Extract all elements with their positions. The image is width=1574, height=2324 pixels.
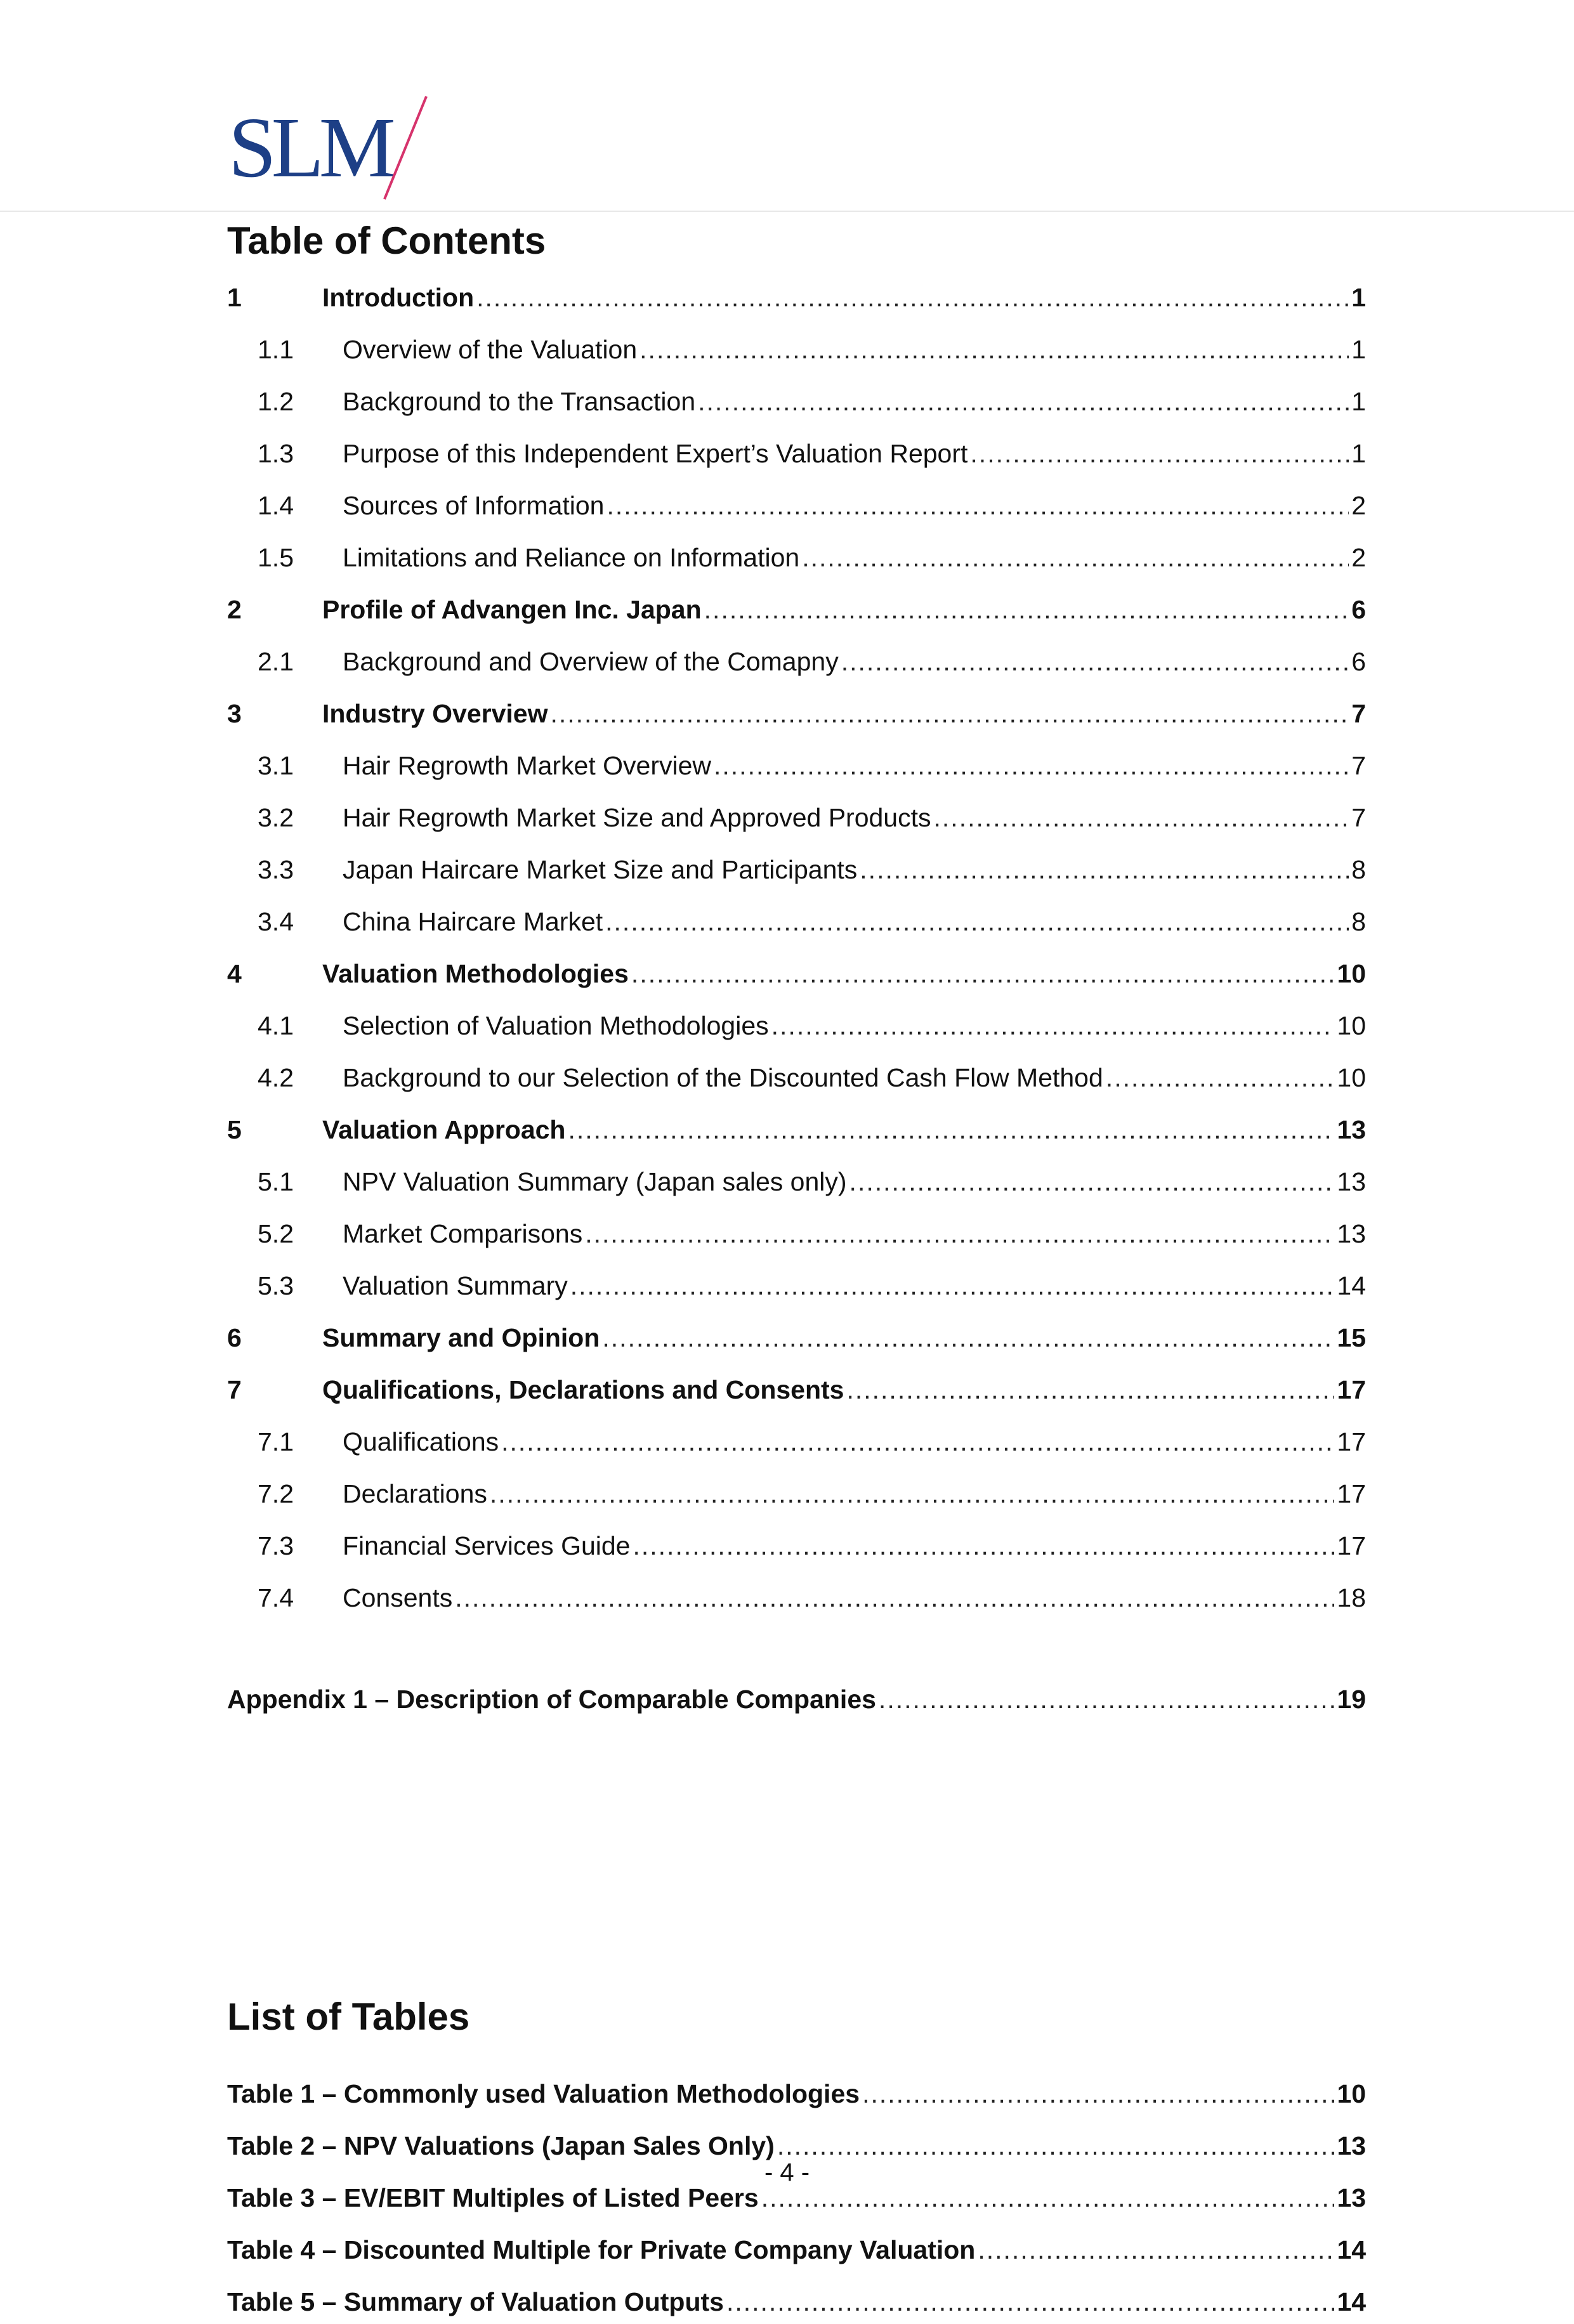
toc-entry-label: Valuation Approach — [322, 1115, 566, 1144]
page-number: - 4 - — [764, 2158, 810, 2186]
dot-leader — [455, 1576, 1334, 1620]
toc-entry-label: Hair Regrowth Market Size and Approved Products — [343, 803, 931, 832]
table-list-label: Table 4 – Discounted Multiple for Private Company Valuation — [227, 2235, 976, 2264]
toc-entry-label: Background to the Transaction — [343, 387, 696, 416]
toc-entry[interactable] — [227, 1472, 1366, 1516]
table-list-page: 13 — [1337, 2183, 1366, 2212]
table-list-label: Table 3 – EV/EBIT Multiples of Listed Peers — [227, 2183, 759, 2212]
dot-leader — [934, 795, 1349, 840]
dot-leader — [568, 1107, 1334, 1152]
table-list-entry[interactable] — [227, 2280, 1366, 2324]
toc-entry-number: 3 — [227, 699, 242, 728]
toc-entry-page: 19 — [1337, 1685, 1366, 1714]
dot-leader — [879, 1677, 1334, 1721]
toc-entry[interactable] — [227, 1315, 1366, 1360]
table-list-page: 14 — [1337, 2235, 1366, 2264]
toc-entry[interactable] — [227, 1420, 1366, 1464]
dot-leader — [849, 1159, 1335, 1204]
dot-leader — [841, 639, 1349, 684]
toc-entry-label: Background and Overview of the Comapny — [343, 647, 839, 676]
dot-leader — [585, 1211, 1334, 1256]
toc-entry-label: Profile of Advangen Inc. Japan — [322, 595, 702, 624]
toc-entry[interactable] — [227, 431, 1366, 476]
toc-entry-label: Limitations and Reliance on Information — [343, 543, 800, 572]
dot-leader — [970, 431, 1349, 476]
page-header — [0, 0, 1574, 212]
table-list-page: 10 — [1337, 2079, 1366, 2108]
toc-entry-label: Consents — [343, 1583, 453, 1612]
toc-entry-page: 17 — [1337, 1531, 1366, 1560]
toc-entry[interactable] — [227, 1107, 1366, 1152]
toc-entry-page: 2 — [1351, 543, 1366, 572]
toc-entry-number: 1.2 — [258, 387, 294, 416]
table-list-label: Table 1 – Commonly used Valuation Methodologies — [227, 2079, 860, 2108]
toc-entry[interactable] — [227, 1003, 1366, 1048]
toc-entry-number: 4.1 — [258, 1011, 294, 1040]
toc-entry[interactable] — [227, 1524, 1366, 1568]
toc-entry-number: 3.3 — [258, 855, 294, 884]
toc-entry-label: Qualifications, Declarations and Consents — [322, 1375, 844, 1404]
toc-entry-number: 7.2 — [258, 1479, 294, 1508]
toc-entry-number: 3.1 — [258, 751, 294, 780]
toc-entry-number: 5 — [227, 1115, 242, 1144]
toc-entry-number: 2.1 — [258, 647, 294, 676]
toc-entry-page: 13 — [1337, 1167, 1366, 1196]
dot-leader — [605, 899, 1349, 944]
toc-entry[interactable] — [227, 691, 1366, 736]
toc-entry-page: 17 — [1337, 1427, 1366, 1456]
toc-entry-label: Industry Overview — [322, 699, 548, 728]
toc-entry-page: 17 — [1337, 1375, 1366, 1404]
toc-entry[interactable] — [227, 379, 1366, 424]
toc-entry-number: 3.2 — [258, 803, 294, 832]
toc-entry-page: 10 — [1337, 959, 1366, 988]
toc-entry-page: 10 — [1337, 1063, 1366, 1092]
dot-leader — [570, 1263, 1335, 1308]
dot-leader — [802, 535, 1349, 580]
dot-leader — [639, 327, 1349, 372]
dot-leader — [860, 847, 1349, 892]
toc-entry-label: Hair Regrowth Market Overview — [343, 751, 711, 780]
table-list-label: Table 2 – NPV Valuations (Japan Sales Only) — [227, 2131, 775, 2160]
toc-entry-label: Background to our Selection of the Discounted Cash Flow Method — [343, 1063, 1103, 1092]
toc-entry[interactable] — [227, 1211, 1366, 1256]
toc-entry-page: 1 — [1351, 283, 1366, 312]
toc-entry-label: Introduction — [322, 283, 475, 312]
toc-entry-number: 1 — [227, 283, 242, 312]
dot-leader — [726, 2280, 1334, 2324]
toc-entry-page: 13 — [1337, 1219, 1366, 1248]
toc-entry-number: 7.3 — [258, 1531, 294, 1560]
toc-entry-page: 1 — [1351, 439, 1366, 468]
toc-entry-page: 7 — [1351, 803, 1366, 832]
toc-entry-page: 7 — [1351, 751, 1366, 780]
slm-logo — [228, 94, 438, 202]
toc-entry-number: 5.1 — [258, 1167, 294, 1196]
toc-entry-label: Selection of Valuation Methodologies — [343, 1011, 769, 1040]
toc-entry-label: Summary and Opinion — [322, 1323, 600, 1352]
table-list-page: 14 — [1337, 2287, 1366, 2316]
toc-entry-number: 4.2 — [258, 1063, 294, 1092]
toc-entry-label: Market Comparisons — [343, 1219, 583, 1248]
dot-leader — [490, 1472, 1335, 1516]
toc-entry-label: Purpose of this Independent Expert’s Valuation Report — [343, 439, 968, 468]
toc-entry-page: 6 — [1351, 647, 1366, 676]
toc-entry[interactable] — [227, 483, 1366, 528]
toc-entry-number: 7.1 — [258, 1427, 294, 1456]
toc-entry-page: 1 — [1351, 335, 1366, 364]
dot-leader — [714, 743, 1349, 788]
toc-entry[interactable] — [227, 1055, 1366, 1100]
dot-leader — [704, 587, 1349, 632]
toc-entry-number: 5.3 — [258, 1271, 294, 1300]
toc-entry-page: 2 — [1351, 491, 1366, 520]
table-list-page: 13 — [1337, 2131, 1366, 2160]
toc-entry[interactable] — [227, 327, 1366, 372]
toc-entry-label: Valuation Methodologies — [322, 959, 629, 988]
toc-entry-number: 1.1 — [258, 335, 294, 364]
toc-entry[interactable] — [227, 1159, 1366, 1204]
toc-entry-page: 7 — [1351, 699, 1366, 728]
toc-entry-label: Japan Haircare Market Size and Participants — [343, 855, 858, 884]
dot-leader — [602, 1315, 1334, 1360]
toc-entry[interactable] — [227, 847, 1366, 892]
table-list-entry[interactable] — [227, 2228, 1366, 2272]
dot-leader — [846, 1368, 1334, 1412]
toc-entry-page: 15 — [1337, 1323, 1366, 1352]
dot-leader — [698, 379, 1349, 424]
toc-entry-number: 1.5 — [258, 543, 294, 572]
table-list-label: Table 5 – Summary of Valuation Outputs — [227, 2287, 724, 2316]
toc-entry[interactable] — [227, 275, 1366, 320]
toc-entry-number: 7 — [227, 1375, 242, 1404]
toc-entry-number: 5.2 — [258, 1219, 294, 1248]
toc-entry-label: NPV Valuation Summary (Japan sales only) — [343, 1167, 847, 1196]
toc-entry[interactable] — [227, 535, 1366, 580]
toc-entry-label: Financial Services Guide — [343, 1531, 631, 1560]
toc-entry[interactable] — [227, 1263, 1366, 1308]
logo-wordmark: SLM — [228, 100, 391, 195]
toc-entry-number: 4 — [227, 959, 242, 988]
toc-entry-page: 1 — [1351, 387, 1366, 416]
toc-entry-label: Valuation Summary — [343, 1271, 568, 1300]
toc-entry[interactable] — [227, 743, 1366, 788]
toc-entry-label: Appendix 1 – Description of Comparable Companies — [227, 1685, 876, 1714]
table-list-entry[interactable] — [227, 2072, 1366, 2116]
toc-entry-page: 10 — [1337, 1011, 1366, 1040]
toc-entry-number: 7.4 — [258, 1583, 294, 1612]
toc-entry-page: 8 — [1351, 855, 1366, 884]
toc-entry-label: China Haircare Market — [343, 907, 603, 936]
dot-leader — [607, 483, 1349, 528]
toc-entry[interactable] — [227, 639, 1366, 684]
toc-entry-label: Sources of Information — [343, 491, 605, 520]
toc-entry-number: 2 — [227, 595, 242, 624]
toc-title: Table of Contents — [227, 219, 546, 262]
toc-entry-page: 18 — [1337, 1583, 1366, 1612]
toc-entry-page: 14 — [1337, 1271, 1366, 1300]
toc-entry-label: Declarations — [343, 1479, 487, 1508]
toc-entry[interactable] — [227, 795, 1366, 840]
dot-leader — [501, 1420, 1334, 1464]
dot-leader — [978, 2228, 1334, 2272]
toc-entry-number: 1.3 — [258, 439, 294, 468]
toc-entry-number: 3.4 — [258, 907, 294, 936]
dot-leader — [771, 1003, 1335, 1048]
dot-leader — [476, 275, 1349, 320]
dot-leader — [550, 691, 1349, 736]
toc-entry[interactable] — [227, 1576, 1366, 1620]
toc-entry-page: 8 — [1351, 907, 1366, 936]
dot-leader — [1106, 1055, 1335, 1100]
toc-entry-page: 6 — [1351, 595, 1366, 624]
list-of-tables-title: List of Tables — [227, 1995, 470, 2038]
toc-entry-number: 6 — [227, 1323, 242, 1352]
toc-entry-label: Qualifications — [343, 1427, 499, 1456]
toc-appendix-entry[interactable] — [227, 1677, 1366, 1721]
toc-entry-label: Overview of the Valuation — [343, 335, 638, 364]
dot-leader — [862, 2072, 1334, 2116]
toc-entry[interactable] — [227, 1368, 1366, 1412]
logo-slash-icon — [228, 94, 438, 202]
dot-leader — [631, 951, 1334, 996]
dot-leader — [633, 1524, 1334, 1568]
toc-entry-page: 13 — [1337, 1115, 1366, 1144]
toc-entry-number: 1.4 — [258, 491, 294, 520]
toc-entry-page: 17 — [1337, 1479, 1366, 1508]
toc-entry[interactable] — [227, 951, 1366, 996]
toc-entry[interactable] — [227, 899, 1366, 944]
toc-entry[interactable] — [227, 587, 1366, 632]
